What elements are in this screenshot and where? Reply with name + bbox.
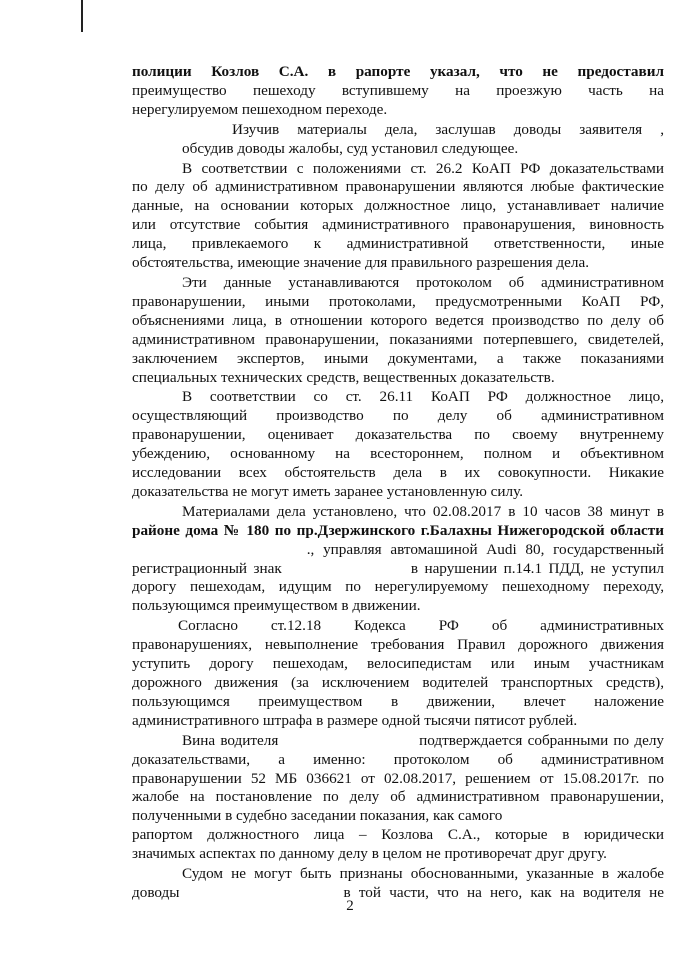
text-line: рапортом должностного лица – Козлова С.А., которые в юридически bbox=[132, 826, 664, 844]
paragraph-3 bbox=[132, 160, 664, 273]
text-line: правонарушении, иными протоколами, предусмотренными КоАП РФ, bbox=[132, 292, 664, 310]
text-line: полученными в судебно заседании показания, как самого bbox=[132, 807, 503, 825]
text-line: дорогу пешеходам, идущим по нерегулируемому пешеходному переходу, bbox=[132, 578, 664, 596]
text-line: Согласно ст.12.18 Кодекса РФ об административных bbox=[178, 617, 664, 635]
text-line: районе дома № 180 по пр.Дзержинского г.Балахны Нижегородской области bbox=[132, 521, 664, 539]
page-number: 2 bbox=[346, 898, 354, 914]
text-line: убеждению, основанному на всестороннем, полном и объективном bbox=[132, 445, 664, 463]
text-line: по делу об административном правонарушении являются любые фактические bbox=[132, 178, 664, 196]
text-line: правонарушении, оценивает доказательства по своему внутреннему bbox=[132, 426, 664, 444]
paragraph-4 bbox=[132, 274, 664, 387]
text-line: правонарушениях, невыполнение требования Правил дорожного движения bbox=[132, 636, 664, 654]
paragraph-1 bbox=[132, 63, 664, 120]
text-line: Материалами дела установлено, что 02.08.2017 в 10 часов 38 минут в bbox=[182, 502, 664, 520]
text-line: обсудив доводы жалобы, суд установил следующее. bbox=[182, 139, 519, 157]
text-line: В соответствии со ст. 26.11 КоАП РФ должностное лицо, bbox=[182, 388, 664, 406]
text-line: нерегулируемом пешеходном переходе. bbox=[132, 100, 388, 118]
text-line: осуществляющий производство по делу об административном bbox=[132, 407, 664, 425]
text-line: дорожного движения (за исключением водителей транспортных средств), bbox=[132, 674, 664, 691]
text-line: преимущество пешеходу вступившему на проезжую часть на bbox=[132, 81, 664, 99]
text-line: Изучив материалы дела, заслушав доводы заявителя , bbox=[232, 120, 664, 138]
text-line: жалобе на постановление по делу об административном правонарушении, bbox=[132, 788, 664, 806]
text-line: Судом не могут быть признаны обоснованными, указанные в жалобе bbox=[182, 865, 664, 883]
text-line: исследовании всех обстоятельств дела в их совокупности. Никакие bbox=[132, 464, 664, 482]
text-line: специальных технических средств, вещественных доказательств. bbox=[132, 368, 555, 386]
text-line: административном правонарушении, показаниями потерпевшего, свидетелей, bbox=[132, 330, 664, 348]
text-line: В соответствии с положениями ст. 26.2 КоАП РФ доказательствами bbox=[182, 159, 664, 177]
text-line: данные, на основании которых должностное лицо, устанавливает наличие bbox=[132, 197, 664, 215]
text-line: заключением экспертов, иными документами, а также показаниями bbox=[132, 349, 664, 367]
text-line: или отсутствие события административного правонарушения, виновность bbox=[132, 216, 664, 234]
text-line: Вина водителя подтверждается собранными по делу bbox=[182, 731, 664, 749]
text-line: доказательствами, а именно: протоколом об административном bbox=[132, 750, 664, 768]
paragraph-6 bbox=[132, 503, 664, 616]
text-line: доводы в той части, что на него, как на водителя не bbox=[132, 883, 664, 901]
text-line: лица, привлекаемого к административной ответственности, иные bbox=[132, 235, 664, 253]
text-line: регистрационный знак в нарушении п.14.1 ПДД, не уступил bbox=[132, 559, 664, 577]
text-line: пользующимся преимуществом в движении, влечет наложение bbox=[132, 692, 664, 710]
paragraph-5 bbox=[132, 388, 664, 501]
document-body bbox=[132, 63, 664, 903]
paragraph-7 bbox=[132, 617, 664, 730]
text-line: уступить дорогу пешеходам, велосипедистам или иным участникам bbox=[132, 655, 664, 673]
paragraph-8 bbox=[132, 732, 664, 864]
text-line: доказательства не могут иметь заранее установленную силу. bbox=[132, 482, 523, 500]
text-line: административного штрафа в размере одной тысячи пятисот рублей. bbox=[132, 711, 578, 729]
text-line: полиции Козлов С.А. в рапорте указал, что не предоставил bbox=[132, 63, 664, 80]
text-line: Эти данные устанавливаются протоколом об административном bbox=[182, 273, 664, 291]
scan-edge-mark bbox=[81, 0, 83, 32]
text-line: ., управляя автомашиной Audi 80, государственный bbox=[132, 540, 664, 558]
text-line: обстоятельства, имеющие значение для правильного разрешения дела. bbox=[132, 254, 590, 272]
text-line: правонарушении 52 МБ 036621 от 02.08.2017, решением от 15.08.2017г. по bbox=[132, 769, 664, 787]
text-line: объяснениями лица, в отношении которого ведется производство по делу об bbox=[132, 311, 664, 329]
paragraph-2 bbox=[132, 121, 664, 159]
text-line: значимых аспектах по данному делу в целом не противоречат друг другу. bbox=[132, 845, 607, 863]
text-line: пользующимся преимуществом в движении. bbox=[132, 597, 421, 615]
